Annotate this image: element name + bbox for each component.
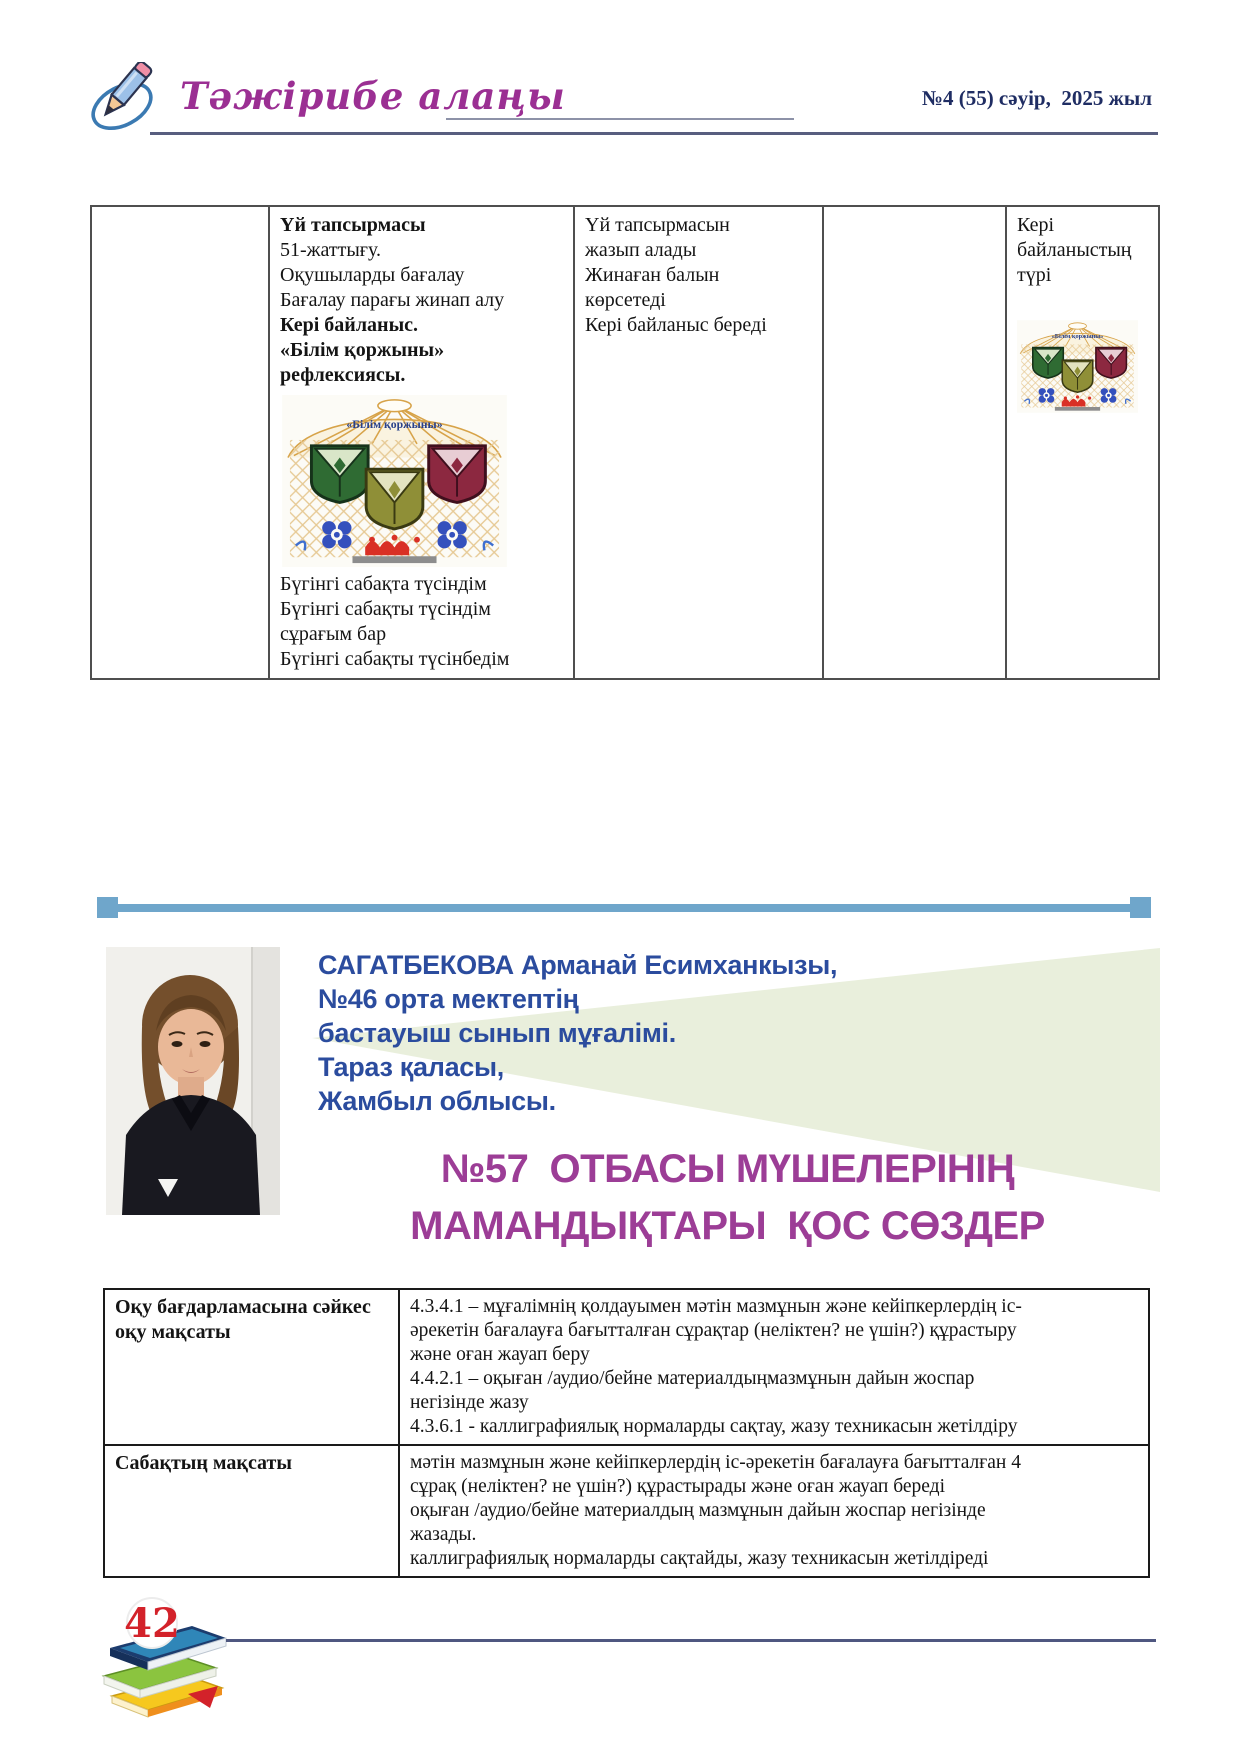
goal-line: мәтін мазмұнын және кейіпкерлердің іс-әрекетін бағалауға бағытталған 4 xyxy=(410,1452,1021,1473)
green-bag xyxy=(311,446,368,503)
goal-line: 4.3.4.1 – мұғалімнің қолдауымен мәтін мазмұнын және кейіпкерлердің іс- xyxy=(410,1296,1022,1317)
homework-line: «Білім қоржыны» xyxy=(280,339,445,361)
reflection-line: Бүгінгі сабақты түсіндім xyxy=(280,598,491,620)
feedback-type-text: Кері байланыстың түрі xyxy=(1017,214,1132,286)
goal-line: 4.4.2.1 – оқыған /аудио/бейне материалдыңмазмұнын дайын жоспар xyxy=(410,1368,975,1389)
goal-row-content xyxy=(399,1289,1149,1445)
action-line: Кері байланыс береді xyxy=(585,314,767,336)
goal-line: сұрақ (неліктен? не үшін?) құрастырады және оған жауап береді xyxy=(410,1476,946,1497)
goals-table xyxy=(103,1288,1150,1578)
lesson-plan-table xyxy=(90,205,1160,680)
homework-line: Оқушыларды бағалау xyxy=(280,264,465,286)
goal-line: каллиграфиялық нормаларды сақтайды, жазу техникасын жетілдіреді xyxy=(410,1548,989,1569)
bilim-korzhyny-image-small xyxy=(1017,320,1138,413)
author-region: Жамбыл облысы. xyxy=(318,1086,556,1116)
goal-line: 4.3.6.1 - каллиграфиялық нормаларды сақтау, жазу техникасын жетілдіру xyxy=(410,1416,1018,1437)
separator-cap-right xyxy=(1130,897,1151,918)
korzhyny-caption: «Білім қоржыны» xyxy=(346,418,443,432)
homework-line: 51-жаттығу. xyxy=(280,239,381,261)
article-title xyxy=(295,1141,1160,1255)
books-stack-icon xyxy=(90,1596,232,1720)
reflection-line: сұрағым бар xyxy=(280,623,387,645)
goal-line: және оған жауап беру xyxy=(410,1344,590,1365)
table-row xyxy=(104,1445,1149,1577)
pencil-logo-icon xyxy=(84,62,162,142)
homework-line: Үй тапсырмасы xyxy=(280,214,426,236)
table-row xyxy=(91,206,1159,679)
page-number: 42 xyxy=(124,1600,180,1647)
reflection-line: Бүгінгі сабақта түсіндім xyxy=(280,573,487,595)
author-school: №46 орта мектептің xyxy=(318,984,579,1014)
action-line: Үй тапсырмасын xyxy=(585,214,730,236)
maroon-bag xyxy=(429,446,486,503)
goal-line: әрекетін бағалауға бағытталған сұрақтар (неліктен? не үшін?) құрастыру xyxy=(410,1320,1017,1341)
homework-cell xyxy=(269,206,574,679)
author-position: бастауыш сынып мұғалімі. xyxy=(318,1018,676,1048)
homework-line: рефлексиясы. xyxy=(280,364,406,386)
article-title-line1: №57 ОТБАСЫ МҮШЕЛЕРІНІҢ xyxy=(440,1147,1015,1191)
author-info xyxy=(318,948,837,1118)
issue-info: №4 (55) сәуір, 2025 жыл xyxy=(921,86,1152,110)
korzhyny-artwork xyxy=(282,395,507,567)
goal-line: негізінде жазу xyxy=(410,1392,529,1413)
empty-cell xyxy=(823,206,1006,679)
goal-row-label: Сабақтың мақсаты xyxy=(104,1445,399,1577)
author-city: Тараз қаласы, xyxy=(318,1052,504,1082)
goal-row-label: Оқу бағдарламасына сәйкес оқу мақсаты xyxy=(104,1289,399,1445)
brand-underline xyxy=(446,118,794,120)
bilim-korzhyny-image xyxy=(282,395,507,567)
homework-line: Бағалау парағы жинап алу xyxy=(280,289,505,311)
separator-bar xyxy=(100,904,1148,912)
goal-line: жазады. xyxy=(410,1524,477,1545)
action-line: көрсетеді xyxy=(585,289,666,311)
goal-row-content xyxy=(399,1445,1149,1577)
action-line: жазып алады xyxy=(585,239,697,261)
homework-line: Кері байланыс. xyxy=(280,314,419,336)
article-title-line2: МАМАНДЫҚТАРЫ ҚОС СӨЗДЕР xyxy=(410,1204,1045,1248)
olive-bag xyxy=(366,469,423,529)
header-rule xyxy=(150,132,1158,135)
footer-rule xyxy=(226,1639,1156,1642)
journal-brand-title: Тәжірибе алаңы xyxy=(180,74,566,118)
goal-line: оқыған /аудио/бейне материалдың мазмұнын дайын жоспар негізінде xyxy=(410,1500,986,1521)
author-photo xyxy=(106,947,280,1215)
author-name: САГАТБЕКОВА Арманай Есимханкызы, xyxy=(318,950,838,980)
action-line: Жинаған балын xyxy=(585,264,720,286)
stage-cell-empty xyxy=(91,206,269,679)
table-row xyxy=(104,1289,1149,1445)
reflection-line: Бүгінгі сабақты түсінбедім xyxy=(280,648,510,670)
student-actions-cell xyxy=(574,206,823,679)
feedback-type-cell xyxy=(1006,206,1159,679)
